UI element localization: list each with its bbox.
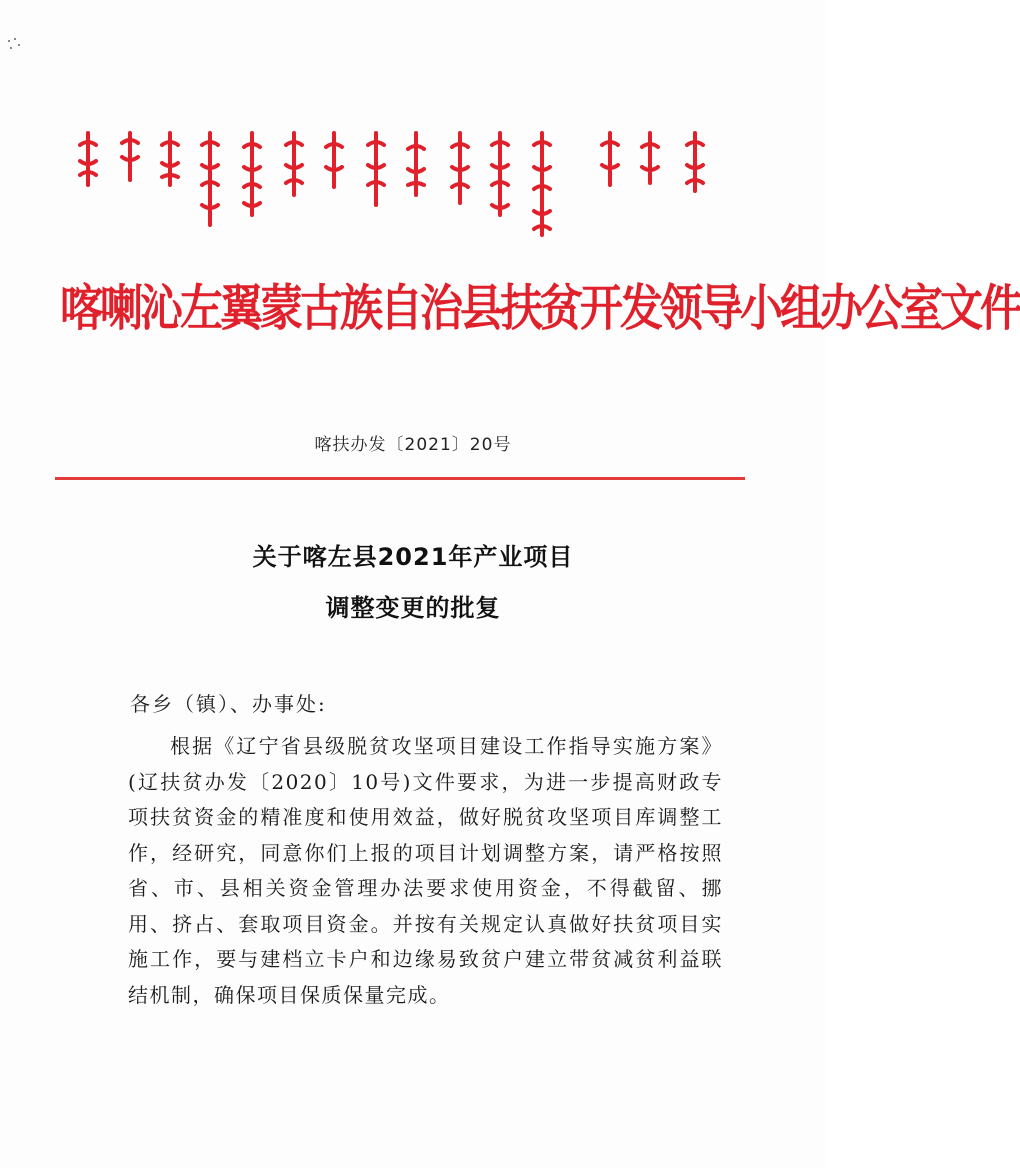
issuing-org-title: 喀喇沁左翼蒙古族自治县扶贫开发领导小组办公室文件 <box>60 280 1020 338</box>
scan-mark <box>6 38 22 52</box>
document-title-line2: 调整变更的批复 <box>325 594 501 622</box>
salutation: 各乡（镇）、办事处: <box>130 692 327 716</box>
document-number: 喀扶办发〔2021〕20号 <box>314 435 512 455</box>
mongolian-script-title <box>70 125 730 255</box>
red-divider-line <box>55 477 745 480</box>
document-title-line1: 关于喀左县2021年产业项目 <box>252 543 574 571</box>
body-paragraph: 根据《辽宁省县级脱贫攻坚项目建设工作指导实施方案》(辽扶贫办发〔2020〕10号)文件要求，为进一步提高财政专项扶贫资金的精准度和使用效益，做好脱贫攻坚项目库调整工作，经研究，同意你们上报的项目计划调整方案，请严格按照省、市、县相关资金管理办法要求使用资金，不得截留、挪用、挤占、套取项目资金。并按有关规定认真做好扶贫项目实施工作，要与建档立卡户和边缘易致贫户建立带贫减贫利益联结机制，确保项目保质保量完成。 <box>128 734 723 1007</box>
